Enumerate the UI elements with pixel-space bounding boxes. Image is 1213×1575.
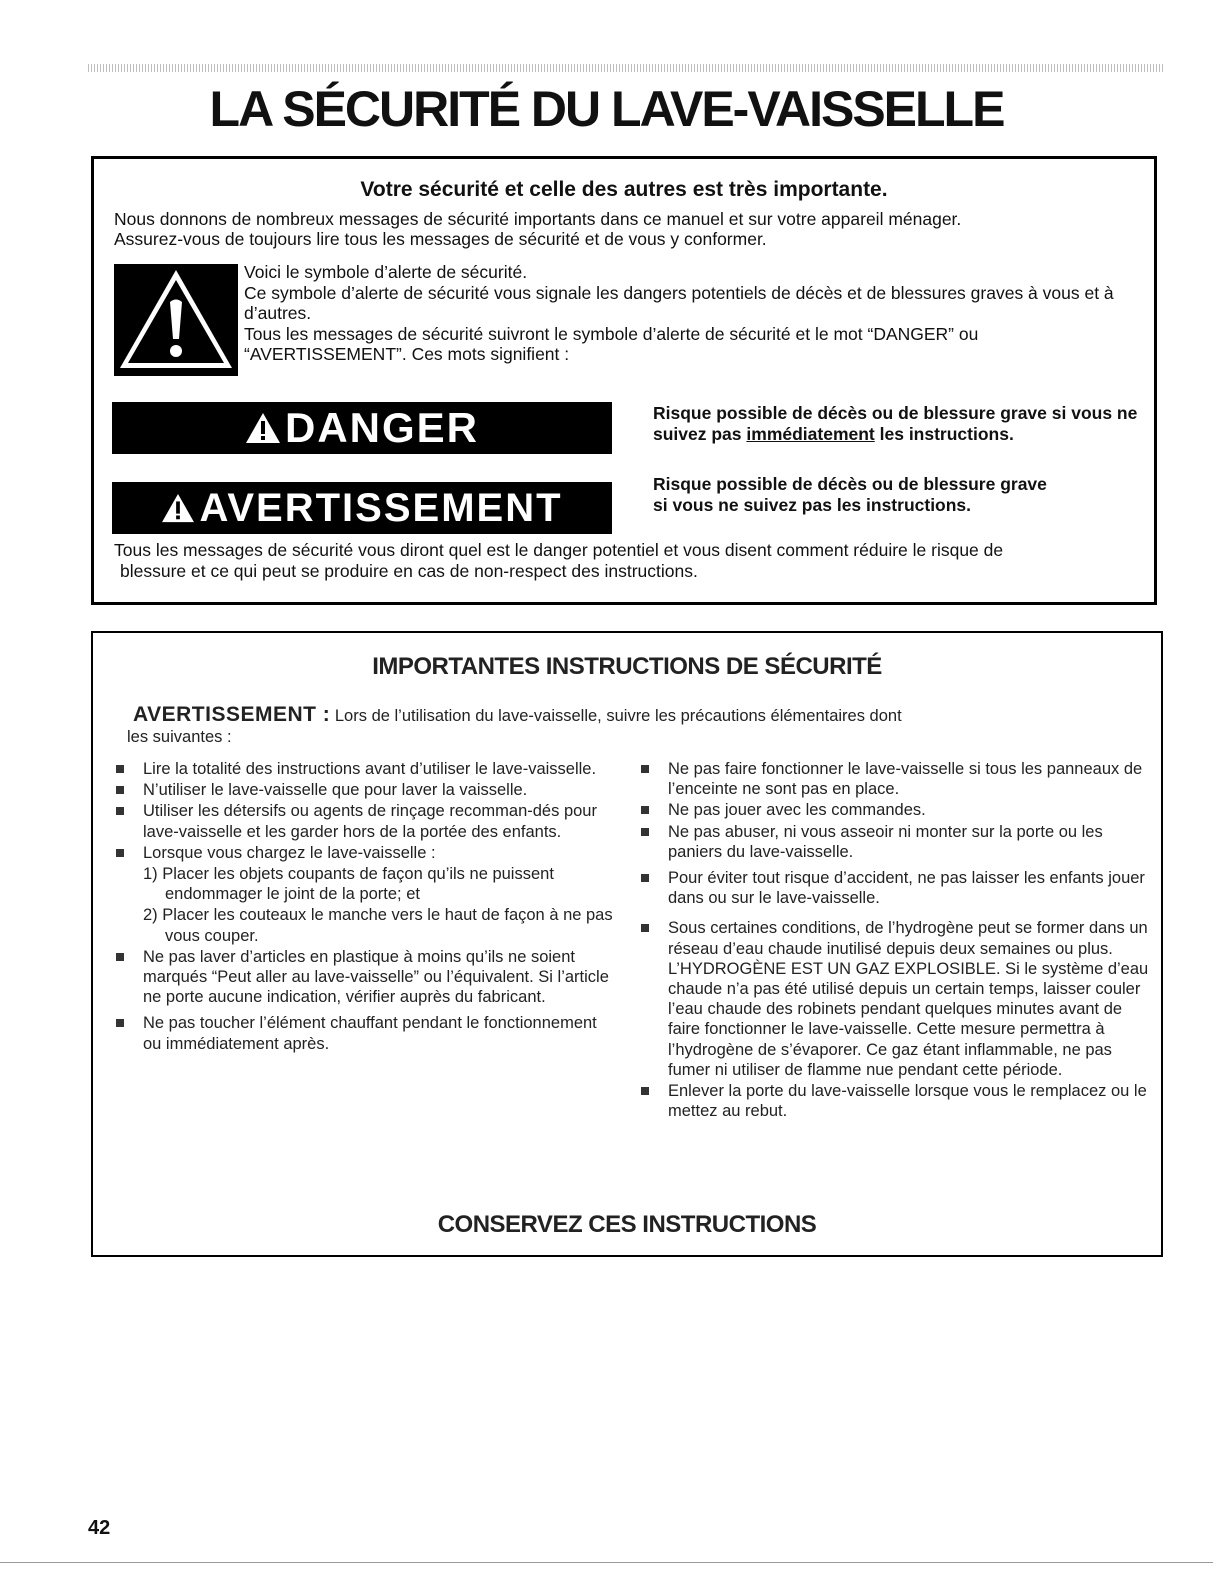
square-bullet-icon bbox=[641, 1087, 649, 1095]
page-title: LA SÉCURITÉ DU LAVE-VAISSELLE bbox=[209, 81, 1004, 137]
list-item: Ne pas abuser, ni vous asseoir ni monter sur la porte ou les paniers du lave-vaisselle. bbox=[630, 822, 1150, 862]
safety-message-box bbox=[91, 156, 1157, 605]
symbol-text-3: Tous les messages de sécurité suivront le symbole d’alerte de sécurité et le mot “DANGER” ou “AVERTISSEMENT”. Ces mots signifient : bbox=[244, 324, 979, 364]
warning-intro-text-cont: les suivantes : bbox=[127, 728, 232, 746]
danger-desc-part-2: les instructions. bbox=[874, 424, 1014, 444]
outro-line-1: Tous les messages de sécurité vous diront quel est le danger potentiel et vous disent comment réduire le risque de bbox=[114, 540, 1004, 560]
symbol-text-1: Voici le symbole d’alerte de sécurité. bbox=[244, 262, 528, 282]
important-instructions-box bbox=[91, 631, 1163, 1257]
square-bullet-icon bbox=[641, 765, 649, 773]
symbol-explanations bbox=[244, 262, 1144, 365]
right-instructions-list bbox=[630, 759, 1150, 1121]
danger-desc-part-1: Risque possible de décès ou de blessure grave si vous ne suivez pas bbox=[653, 403, 1138, 444]
warning-desc-line-1: Risque possible de décès ou de blessure grave bbox=[653, 474, 1047, 494]
square-bullet-icon bbox=[116, 786, 124, 794]
bottom-rule bbox=[0, 1562, 1213, 1563]
square-bullet-icon bbox=[116, 953, 124, 961]
sublist-item: 2) Placer les couteaux le manche vers le haut de façon à ne pas vous couper. bbox=[143, 906, 613, 945]
square-bullet-icon bbox=[116, 807, 124, 815]
list-item: Lorsque vous chargez le lave-vaisselle : bbox=[105, 843, 617, 863]
top-rule bbox=[88, 64, 1163, 72]
safety-alert-symbol-icon bbox=[114, 264, 238, 376]
intro-line-2: Assurez-vous de toujours lire tous les messages de sécurité et de vous y conformer. bbox=[114, 229, 767, 249]
square-bullet-icon bbox=[641, 828, 649, 836]
warning-intro-label: AVERTISSEMENT : bbox=[133, 703, 331, 726]
keep-instructions-heading: CONSERVEZ CES INSTRUCTIONS bbox=[437, 1211, 817, 1238]
outro-line-2: blessure et ce qui peut se produire en cas de non-respect des instructions. bbox=[120, 561, 698, 581]
right-instructions-column bbox=[630, 759, 1150, 1122]
loading-sublist bbox=[105, 864, 617, 946]
warning-description bbox=[653, 474, 1153, 516]
square-bullet-icon bbox=[116, 765, 124, 773]
square-bullet-icon bbox=[116, 1019, 124, 1027]
list-item: Utiliser les détersifs ou agents de rinçage recomman-dés pour lave-vaisselle et les garder hors de la portée des enfants. bbox=[105, 801, 617, 841]
list-item: Enlever la porte du lave-vaisselle lorsque vous le remplacez ou le mettez au rebut. bbox=[630, 1081, 1150, 1121]
warning-desc-line-2: si vous ne suivez pas les instructions. bbox=[653, 495, 972, 515]
list-item: Ne pas toucher l’élément chauffant pendant le fonctionnement ou immédiatement après. bbox=[105, 1013, 617, 1053]
safety-intro bbox=[114, 209, 1144, 249]
list-item: Sous certaines conditions, de l’hydrogène peut se former dans un réseau d’eau chaude inutilisé depuis deux semaines ou plus. L’HYDROGÈNE EST UN GAZ EXPLOSIBLE. Si le système d’eau chaude n’a pas été utilisé depuis un certain temps, laisser couler l’eau chaude des robinets pendant quelques minutes avant de faire fonctionner le lave-vaisselle. Cette mesure permettra à l’hydrogène de s’évaporer. Ce gaz étant inflammable, ne pas fumer ni utiliser de flamme nue pendant cette période. bbox=[630, 918, 1150, 1080]
danger-description bbox=[653, 403, 1153, 445]
warning-intro-text: Lors de l’utilisation du lave-vaisselle, suivre les précautions élémentaires dont bbox=[330, 707, 902, 725]
list-item: Ne pas jouer avec les commandes. bbox=[630, 800, 1150, 820]
alert-triangle-icon bbox=[245, 412, 281, 444]
safety-outro bbox=[114, 540, 1144, 582]
warning-label: AVERTISSEMENT bbox=[199, 485, 563, 530]
safety-box-heading: Votre sécurité et celle des autres est très importante. bbox=[360, 178, 888, 201]
alert-triangle-icon bbox=[161, 493, 195, 523]
intro-line-1: Nous donnons de nombreux messages de sécurité importants dans ce manuel et sur votre appareil ménager. bbox=[114, 209, 962, 229]
list-item: Pour éviter tout risque d’accident, ne pas laisser les enfants jouer dans ou sur le lave-vaisselle. bbox=[630, 868, 1150, 908]
symbol-text-2: Ce symbole d’alerte de sécurité vous signale les dangers potentiels de décès et de blessures graves à vous et à d’autres. bbox=[244, 283, 1114, 323]
instructions-heading: IMPORTANTES INSTRUCTIONS DE SÉCURITÉ bbox=[372, 653, 882, 680]
left-instructions-list bbox=[105, 759, 617, 863]
danger-signal-word bbox=[112, 402, 612, 454]
sublist-item: 1) Placer les objets coupants de façon qu’ils ne puissent endommager le joint de la porte; et bbox=[143, 865, 554, 904]
list-item: Lire la totalité des instructions avant d’utiliser le lave-vaisselle. bbox=[105, 759, 617, 779]
left-instructions-column bbox=[105, 759, 617, 1055]
square-bullet-icon bbox=[116, 849, 124, 857]
warning-signal-word bbox=[112, 482, 612, 534]
list-item: N’utiliser le lave-vaisselle que pour laver la vaisselle. bbox=[105, 780, 617, 800]
list-item: Ne pas laver d’articles en plastique à moins qu’ils ne soient marqués “Peut aller au lave-vaisselle” ou l’équivalent. Si l’article ne porte aucune indication, vérifier auprès du fabricant. bbox=[105, 947, 617, 1008]
list-item: Ne pas faire fonctionner le lave-vaisselle si tous les panneaux de l’enceinte ne sont pas en place. bbox=[630, 759, 1150, 799]
danger-label: DANGER bbox=[284, 404, 479, 451]
page-number: 42 bbox=[88, 1517, 111, 1539]
warning-intro bbox=[127, 703, 1133, 746]
square-bullet-icon bbox=[641, 806, 649, 814]
square-bullet-icon bbox=[641, 924, 649, 932]
danger-desc-emphasis: immédiatement bbox=[746, 424, 875, 444]
square-bullet-icon bbox=[641, 874, 649, 882]
left-instructions-list-cont bbox=[105, 947, 617, 1054]
